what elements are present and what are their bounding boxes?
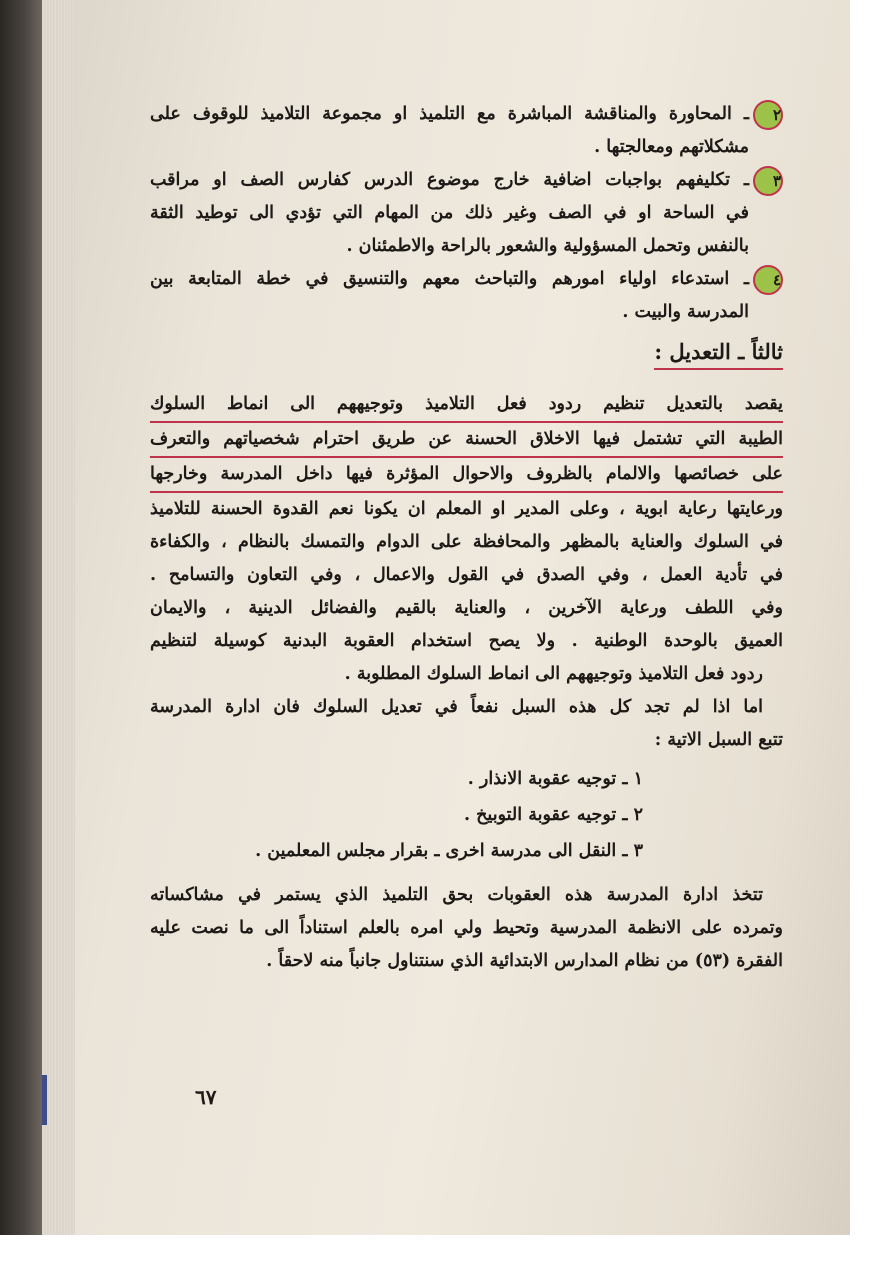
item-line: المدرسة والبيت . [622, 302, 749, 322]
paragraph-line: وفي اللطف ورعاية الآخرين ، والعناية بالقيم والفضائل الدينية ، والايمان [150, 598, 783, 618]
page-number: ٦٧ [195, 1085, 217, 1109]
item-line: ـ تكليفهم بواجبات اضافية خارج موضوع الدرس كفارس الصف او مراقب [150, 170, 749, 190]
penalty-item: ٢ ـ توجيه عقوبة التوبيخ . [463, 805, 643, 825]
item-number-badge: ٢ [753, 100, 783, 130]
paragraph-line: ردود فعل التلاميذ وتوجيههم الى انماط السلوك المطلوبة . [344, 664, 763, 684]
list-item-2 [150, 98, 783, 164]
book-cover-edge [0, 0, 42, 1235]
bottom-margin [0, 1235, 893, 1263]
paragraph-line: يقصد بالتعديل تنظيم ردود فعل التلاميذ وتوجيههم الى انماط السلوك [150, 388, 783, 423]
paragraph-line: ورعايتها رعاية ابوية ، وعلى المدير او المعلم ان يكونا نعم القدوة الحسنة للتلاميذ [150, 499, 783, 519]
paragraph-line: في تأدية العمل ، وفي الصدق في القول والاعمال ، وفي التعاون والتسامح . [150, 565, 783, 585]
item-line: مشكلاتهم ومعالجتها . [594, 137, 749, 157]
page-content [150, 98, 783, 978]
item-line: في الساحة او في الصف وغير ذلك من المهام التي تؤدي الى توطيد الثقة [150, 203, 749, 223]
penalty-item: ٣ ـ النقل الى مدرسة اخرى ـ بقرار مجلس المعلمين . [255, 841, 643, 861]
item-line: ـ استدعاء اولياء امورهم والتباحث معهم والتنسيق في خطة المتابعة بين [150, 269, 749, 289]
penalty-item: ١ ـ توجيه عقوبة الانذار . [467, 769, 643, 789]
item-number-badge: ٣ [753, 166, 783, 196]
item-line: ـ المحاورة والمناقشة المباشرة مع التلميذ او مجموعة التلاميذ للوقوف على [150, 104, 749, 124]
paragraph-measures [150, 691, 783, 757]
paragraph-line: اما اذا لم تجد كل هذه السبل نفعاً في تعديل السلوك فان ادارة المدرسة [150, 697, 763, 717]
paragraph-line: العميق بالوحدة الوطنية . ولا يصح استخدام العقوبة البدنية كوسيلة لتنظيم [150, 631, 783, 651]
section-heading: ثالثاً ـ التعديل : [654, 339, 783, 370]
paragraph-legal [150, 879, 783, 978]
paragraph-line: على خصائصها والالمام بالظروف والاحوال المؤثرة فيها داخل المدرسة وخارجها [150, 458, 783, 493]
paragraph-line: الطيبة التي تشتمل فيها الاخلاق الحسنة عن طريق احترام شخصياتهم والتعرف [150, 423, 783, 458]
paragraph-line: وتمرده على الانظمة المدرسية وتحيط ولي امره بالعلم استناداً الى ما نصت عليه [150, 918, 783, 938]
paragraph-line: تتخذ ادارة المدرسة هذه العقوبات بحق التلميذ الذي يستمر في مشاكساته [150, 885, 763, 905]
item-line: بالنفس وتحمل المسؤولية والشعور بالراحة والاطمئنان . [346, 236, 749, 256]
bookmark-ribbon [42, 1075, 47, 1125]
item-number-badge: ٤ [753, 265, 783, 295]
list-item-3 [150, 164, 783, 263]
paragraph-line: تتبع السبل الاتية : [654, 730, 783, 750]
paragraph-line: في السلوك والعناية بالمظهر والمحافظة على الدوام والتمسك بالنظام ، والكفاءة [150, 532, 783, 552]
penalty-list [150, 761, 783, 869]
paragraph-definition [150, 388, 783, 691]
paragraph-line: الفقرة (٥٣) من نظام المدارس الابتدائية الذي سنتناول جانباً منه لاحقاً . [266, 951, 783, 971]
list-item-4 [150, 263, 783, 329]
